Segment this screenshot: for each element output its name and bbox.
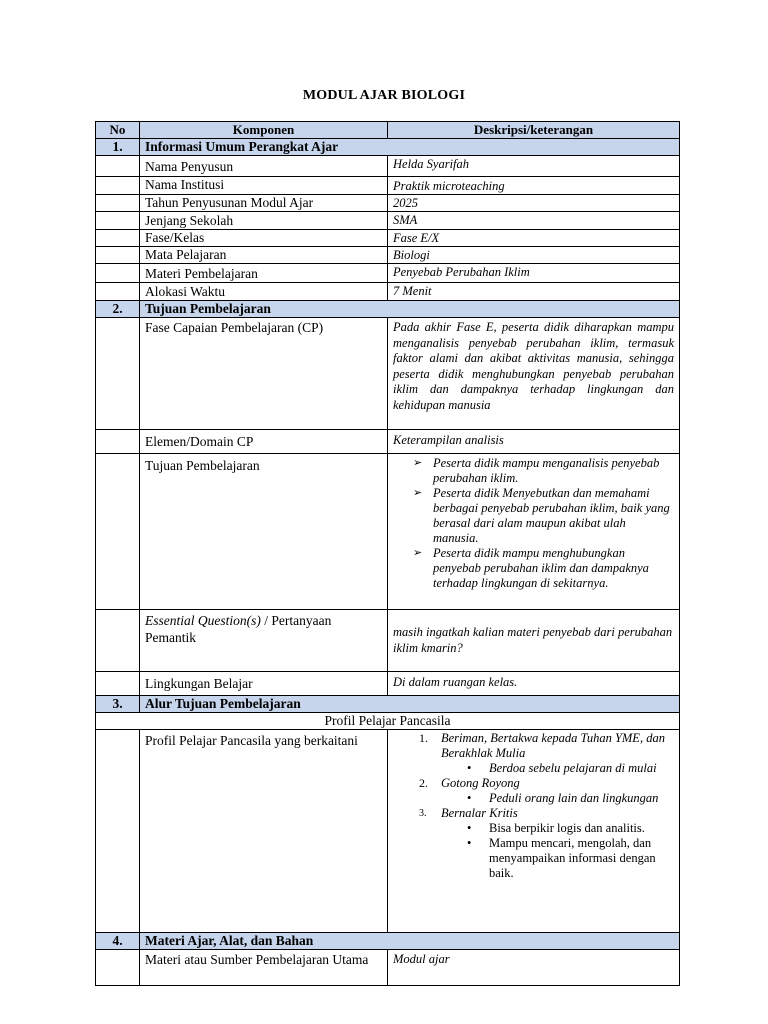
document-title: MODUL AJAR BIOLOGI	[302, 88, 466, 103]
table-row	[96, 195, 680, 212]
section-title: Materi Ajar, Alat, dan Bahan	[140, 933, 680, 950]
section-1-row	[96, 139, 680, 156]
modul-table	[95, 121, 680, 986]
row-label: Alokasi Waktu	[140, 283, 388, 301]
table-row	[96, 212, 680, 230]
row-label: Nama Penyusun	[140, 156, 388, 177]
elemen-label: Elemen/Domain CP	[140, 430, 388, 454]
bullet-icon: •	[467, 836, 472, 850]
arrow-bullet-icon: ➢	[413, 547, 423, 559]
bullet-icon: •	[467, 761, 472, 775]
section-title: Informasi Umum Perangkat Ajar	[140, 139, 680, 156]
list-item: • Berdoa sebelu pelajaran di mulai	[467, 761, 657, 775]
row-label: Nama Institusi	[140, 177, 388, 195]
section-number: 1.	[96, 139, 140, 156]
table-row	[96, 713, 680, 730]
table-row	[96, 610, 680, 672]
materi-value: Modul ajar	[388, 950, 680, 986]
row-label: Mata Pelajaran	[140, 247, 388, 264]
section-number: 4.	[96, 933, 140, 950]
eq-value: masih ingatkah kalian materi penyebab dari perubahan iklim kmarin?	[388, 610, 680, 672]
row-value: Praktik microteaching	[388, 177, 680, 195]
lingkungan-value: Di dalam ruangan kelas.	[388, 672, 680, 696]
table-row	[96, 230, 680, 247]
lingkungan-label: Lingkungan Belajar	[140, 672, 388, 696]
list-item: • Peduli orang lain dan lingkungan	[467, 791, 659, 805]
row-label: Fase/Kelas	[140, 230, 388, 247]
table-row	[96, 430, 680, 454]
materi-label: Materi atau Sumber Pembelajaran Utama	[140, 950, 388, 986]
row-value: Biologi	[388, 247, 680, 264]
section-number: 2.	[96, 301, 140, 318]
table-row	[96, 247, 680, 264]
table-row	[96, 318, 680, 430]
table-header-row	[96, 122, 680, 139]
list-item: 2. Gotong Royong • Peduli orang lain dan lingkungan	[441, 776, 674, 806]
section-title: Alur Tujuan Pembelajaran	[140, 696, 680, 713]
eq-label: Essential Question(s) / Pertanyaan Pemantik	[140, 610, 388, 672]
row-value: 2025	[388, 195, 680, 212]
section-3-row	[96, 696, 680, 713]
bullet-icon: •	[467, 821, 472, 835]
arrow-bullet-icon: ➢	[413, 487, 423, 499]
table-row	[96, 156, 680, 177]
row-value: SMA	[388, 212, 680, 230]
section-2-row	[96, 301, 680, 318]
table-row	[96, 672, 680, 696]
list-item: ➢ Peserta didik mampu menganalisis penyebab perubahan iklim.	[413, 456, 660, 485]
table-row	[96, 264, 680, 283]
cp-label: Fase Capaian Pembelajaran (CP)	[140, 318, 388, 430]
bullet-icon: •	[467, 791, 472, 805]
section-number: 3.	[96, 696, 140, 713]
table-row	[96, 177, 680, 195]
tujuan-label: Tujuan Pembelajaran	[140, 454, 388, 610]
row-label: Materi Pembelajaran	[140, 264, 388, 283]
profil-list	[393, 731, 674, 881]
profil-heading: Profil Pelajar Pancasila	[96, 713, 680, 730]
table-row	[96, 730, 680, 933]
row-value: 7 Menit	[388, 283, 680, 301]
profil-label: Profil Pelajar Pancasila yang berkaitani	[140, 730, 388, 933]
table-row	[96, 283, 680, 301]
list-item: • Bisa berpikir logis dan analitis.	[467, 821, 645, 835]
header-komponen: Komponen	[140, 122, 388, 139]
list-item: ➢ Peserta didik Menyebutkan dan memahami berbagai penyebab perubahan iklim, baik yang berasal dari alam maupun akibat ulah manusia.	[413, 486, 670, 545]
elemen-value: Keterampilan analisis	[388, 430, 680, 454]
list-item: 3. Bernalar Kritis • Bisa berpikir logis dan analitis. • Mampu mencari, mengolah, dan menyampaikan informasi dengan baik.	[441, 806, 674, 881]
tujuan-list	[409, 456, 674, 591]
table-row	[96, 950, 680, 986]
cp-value: Pada akhir Fase E, peserta didik diharapkan mampu menganalisis penyebab perubahan iklim, termasuk faktor alami dan akibat aktivitas manusia, sehingga peserta didik menghubungkan penyebab perubahan iklim dan dampaknya terhadap lingkungan dan kehidupan manusia	[388, 318, 680, 430]
row-label: Jenjang Sekolah	[140, 212, 388, 230]
row-value: Fase E/X	[388, 230, 680, 247]
arrow-bullet-icon: ➢	[413, 457, 423, 469]
table-row	[96, 454, 680, 610]
row-value: Penyebab Perubahan Iklim	[388, 264, 680, 283]
section-4-row	[96, 933, 680, 950]
section-title: Tujuan Pembelajaran	[140, 301, 680, 318]
list-item: 1. Beriman, Bertakwa kepada Tuhan YME, dan Berakhlak Mulia • Berdoa sebelu pelajaran di mulai	[441, 731, 674, 776]
list-item: ➢ Peserta didik mampu menghubungkan penyebab perubahan iklim dan dampaknya terhadap lingkungan di sekitarnya.	[413, 546, 649, 590]
header-no: No	[96, 122, 140, 139]
header-deskripsi: Deskripsi/keterangan	[388, 122, 680, 139]
row-label: Tahun Penyusunan Modul Ajar	[140, 195, 388, 212]
row-value: Helda Syarifah	[388, 156, 680, 177]
list-item: • Mampu mencari, mengolah, dan menyampaikan informasi dengan baik.	[467, 836, 656, 880]
